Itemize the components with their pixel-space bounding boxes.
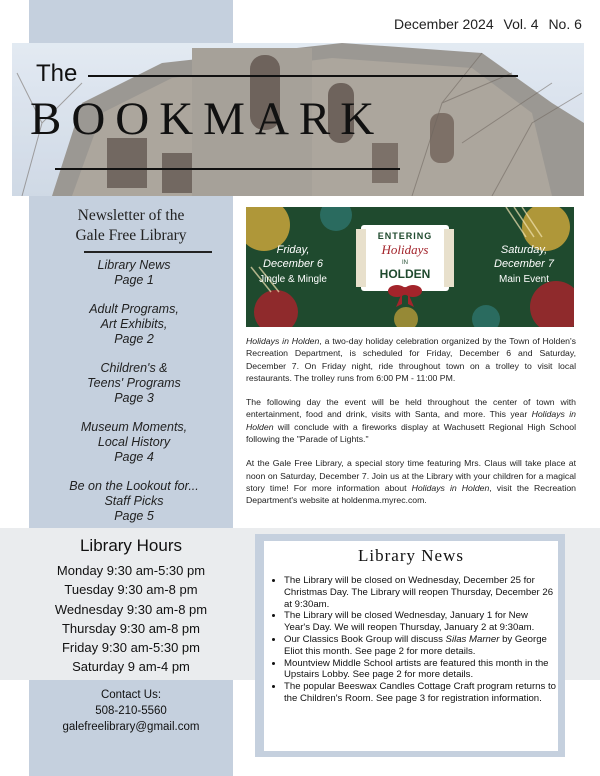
issue-line <box>394 16 588 32</box>
newsletter-heading-line2: Gale Free Library <box>75 227 187 244</box>
library-news-title: Library News <box>358 546 464 565</box>
holidays-article <box>246 335 576 519</box>
hours-wednesday: Wednesday 9:30 am-8 pm <box>54 601 208 617</box>
sign-holidays: Holidays <box>381 242 429 257</box>
newsletter-heading-line1: Newsletter of the <box>77 207 185 224</box>
news-item-christmas: • The Library will be closed on Wednesday, December 25 for Christmas Day. The Library will reopen Thursday, December 26 at 9:30am. <box>284 575 556 610</box>
hours-thursday: Thursday 9:30 am-8 pm <box>61 620 200 636</box>
contact-label: Contact Us: <box>100 689 162 701</box>
toc-library-news[interactable]: Library News Page 1 <box>97 258 171 287</box>
news-item-new-year: • The Library will be closed Wednesday, January 1 for New Year's Day. We will reopen Thursday, January 2 at 9:30am. <box>284 610 556 634</box>
hours-tuesday: Tuesday 9:30 am-8 pm <box>64 582 198 598</box>
masthead-rule-bottom <box>55 168 400 170</box>
library-hours-list <box>29 561 233 677</box>
feature-right-event: Main Event <box>498 274 550 285</box>
sidebar-rule <box>84 251 212 253</box>
library-hours-title: Library Hours <box>79 536 183 555</box>
table-of-contents <box>34 258 234 538</box>
hours-friday: Friday 9:30 am-5:30 pm <box>61 640 200 656</box>
feature-right-day: Saturday, <box>500 244 548 256</box>
sign-in: IN <box>402 260 408 266</box>
toc-childrens-teens[interactable]: Children's & Teens' Programs Page 3 <box>87 361 181 405</box>
issue-date: December 2024 <box>394 16 494 32</box>
masthead-rule-top <box>88 75 518 77</box>
library-news-list <box>284 575 556 705</box>
toc-adult-programs[interactable]: Adult Programs, Art Exhibits, Page 2 <box>89 302 179 346</box>
contact-email[interactable]: galefreelibrary@gmail.com <box>62 721 200 733</box>
feature-left-day: Friday, <box>276 244 310 256</box>
article-paragraph-1: Holidays in Holden, a two-day holiday celebration organized by the Town of Holden's Recreation Department, is scheduled for Friday, December 6 and Saturday, December 7. On Friday night, ride throughout town on a trolley to visit local restaurants. The trolley runs from 6:00 PM - 11:00 PM. <box>246 336 577 383</box>
sign-holden: HOLDEN <box>379 267 431 281</box>
sign-entering: ENTERING <box>377 231 433 241</box>
feature-right-date: December 7 <box>494 258 554 270</box>
news-item-beeswax-candles: • The popular Beeswax Candles Cottage Craft program returns to the Children's Room. See page 3 for registration information. <box>284 681 556 705</box>
hours-monday: Monday 9:30 am-5:30 pm <box>56 563 206 578</box>
toc-museum-moments[interactable]: Museum Moments, Local History Page 4 <box>80 420 188 464</box>
feature-left-date: December 6 <box>263 258 323 270</box>
contact-block <box>29 687 233 735</box>
news-item-mountview-art: • Mountview Middle School artists are featured this month in the Upstairs Lobby. See page 2 for more details. <box>284 658 556 682</box>
holidays-in-holden-graphic <box>246 207 574 327</box>
masthead-the: The <box>36 60 78 87</box>
issue-number: No. 6 <box>548 16 582 32</box>
issue-volume: Vol. 4 <box>503 16 539 32</box>
news-item-classics-group: • Our Classics Book Group will discuss Silas Marner by George Eliot this month. See page 2 for more details. <box>284 634 556 658</box>
masthead-title: BOOKMARK <box>30 93 385 145</box>
article-paragraph-3: At the Gale Free Library, a special story time featuring Mrs. Claus will take place at noon on Saturday, December 7. Join us at the Library with your children for a magical story time! For more information about Holidays in Holden, visit the Recreation Department's website at holdenma.myrec.com. <box>246 458 576 506</box>
toc-staff-picks[interactable]: Be on the Lookout for... Staff Picks Page 5 <box>69 479 199 523</box>
article-paragraph-2: The following day the event will be held throughout the center of town with entertainment, food and drink, visits with Santa, and more. This year Holidays in Holden will conclude with a fireworks display at Wachusett Regional High School following the "Parade of Lights." <box>246 397 576 445</box>
feature-left-event: Jingle & Mingle <box>259 274 327 285</box>
newsletter-heading <box>36 206 226 246</box>
contact-phone[interactable]: 508-210-5560 <box>95 705 167 717</box>
hours-saturday: Saturday 9 am-4 pm <box>72 659 190 675</box>
